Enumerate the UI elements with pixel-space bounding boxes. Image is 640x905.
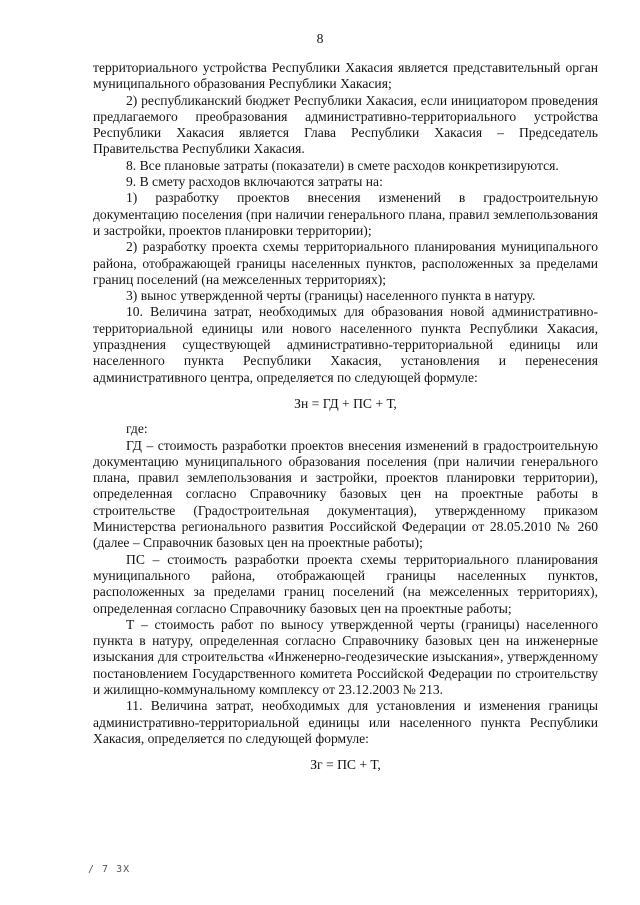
paragraph: 10. Величина затрат, необходимых для образования новой административно-территориальной единицы или нового населенного пункта Республики Хакасия, упразднения существующей административно-территориальной единицы или населенного пункта Республики Хакасия, установления и перенесения административного центра, определяется по следующей формуле: [93, 304, 598, 385]
paragraphs-part1 [93, 60, 598, 386]
paragraph: 2) республиканский бюджет Республики Хакасия, если инициатором проведения предлагаемого преобразования административно-территориального устройства Республики Хакасия является Глава Республики Хакасия – Председатель Правительства Республики Хакасия. [93, 92, 598, 157]
paragraph: ПС – стоимость разработки проекта схемы территориального планирования муниципального района, отображающей границы населенных пунктов, расположенных за пределами границ поселений (на межселенных территориях), определенная согласно Справочнику базовых цен на проектные работы; [93, 551, 598, 616]
page-number: 8 [316, 31, 324, 46]
paragraph: 8. Все плановые затраты (показатели) в смете расходов конкретизируются. [126, 157, 559, 173]
paragraph: 11. Величина затрат, необходимых для установления и изменения границы административно-территориальной единицы или населенного пункта Республики Хакасия, определяется по следующей формуле: [93, 698, 598, 746]
paragraphs-part2 [93, 421, 598, 747]
paragraph: 9. В смету расходов включаются затраты на: [126, 174, 383, 190]
paragraph: ГД – стоимость разработки проектов внесения изменений в градостроительную документацию муниципального образования поселения (при наличии генерального плана, правил землепользования и застройки, проектов планировки территории), определенная согласно Справочнику базовых цен на проектные работы в строительстве (Градостроительная документация), утвержденному приказом Министерства регионального развития Российской Федерации от 28.05.2010 № 260 (далее – Справочник базовых цен на проектные работы); [93, 437, 598, 551]
paragraph: 2) разработку проекта схемы территориального планирования муниципального района, отображающей границы населенных пунктов, расположенных за пределами границ поселений (на межселенных территориях); [93, 239, 598, 287]
footer-mark: / 7 ЗХ [88, 864, 131, 875]
paragraph: Т – стоимость работ по выносу утвержденной черты (границы) населенного пункта в натуру, определенная согласно Справочнику базовых цен на инженерные изыскания для строительства «Инженерно-геодезические изыскания», утвержденному постановлением Государственного комитета Российской Федерации по строительству и жилищно-коммунальному комплексу от 23.12.2003 № 213. [93, 616, 598, 697]
paragraph: где: [126, 421, 148, 437]
paragraph: 1) разработку проектов внесения изменений в градостроительную документацию поселения (при наличии генерального плана, правил землепользования и застройки, проектов планировки территории); [93, 190, 598, 238]
document-body [93, 60, 598, 782]
paragraph: территориального устройства Республики Хакасия является представительный орган муниципального образования Республики Хакасия; [93, 60, 598, 92]
paragraph: 3) вынос утвержденной черты (границы) населенного пункта в натуру. [126, 288, 536, 304]
formula-zg: Зг = ПС + Т, [310, 757, 381, 773]
formula-zn: Зн = ГД + ПС + Т, [294, 395, 397, 411]
